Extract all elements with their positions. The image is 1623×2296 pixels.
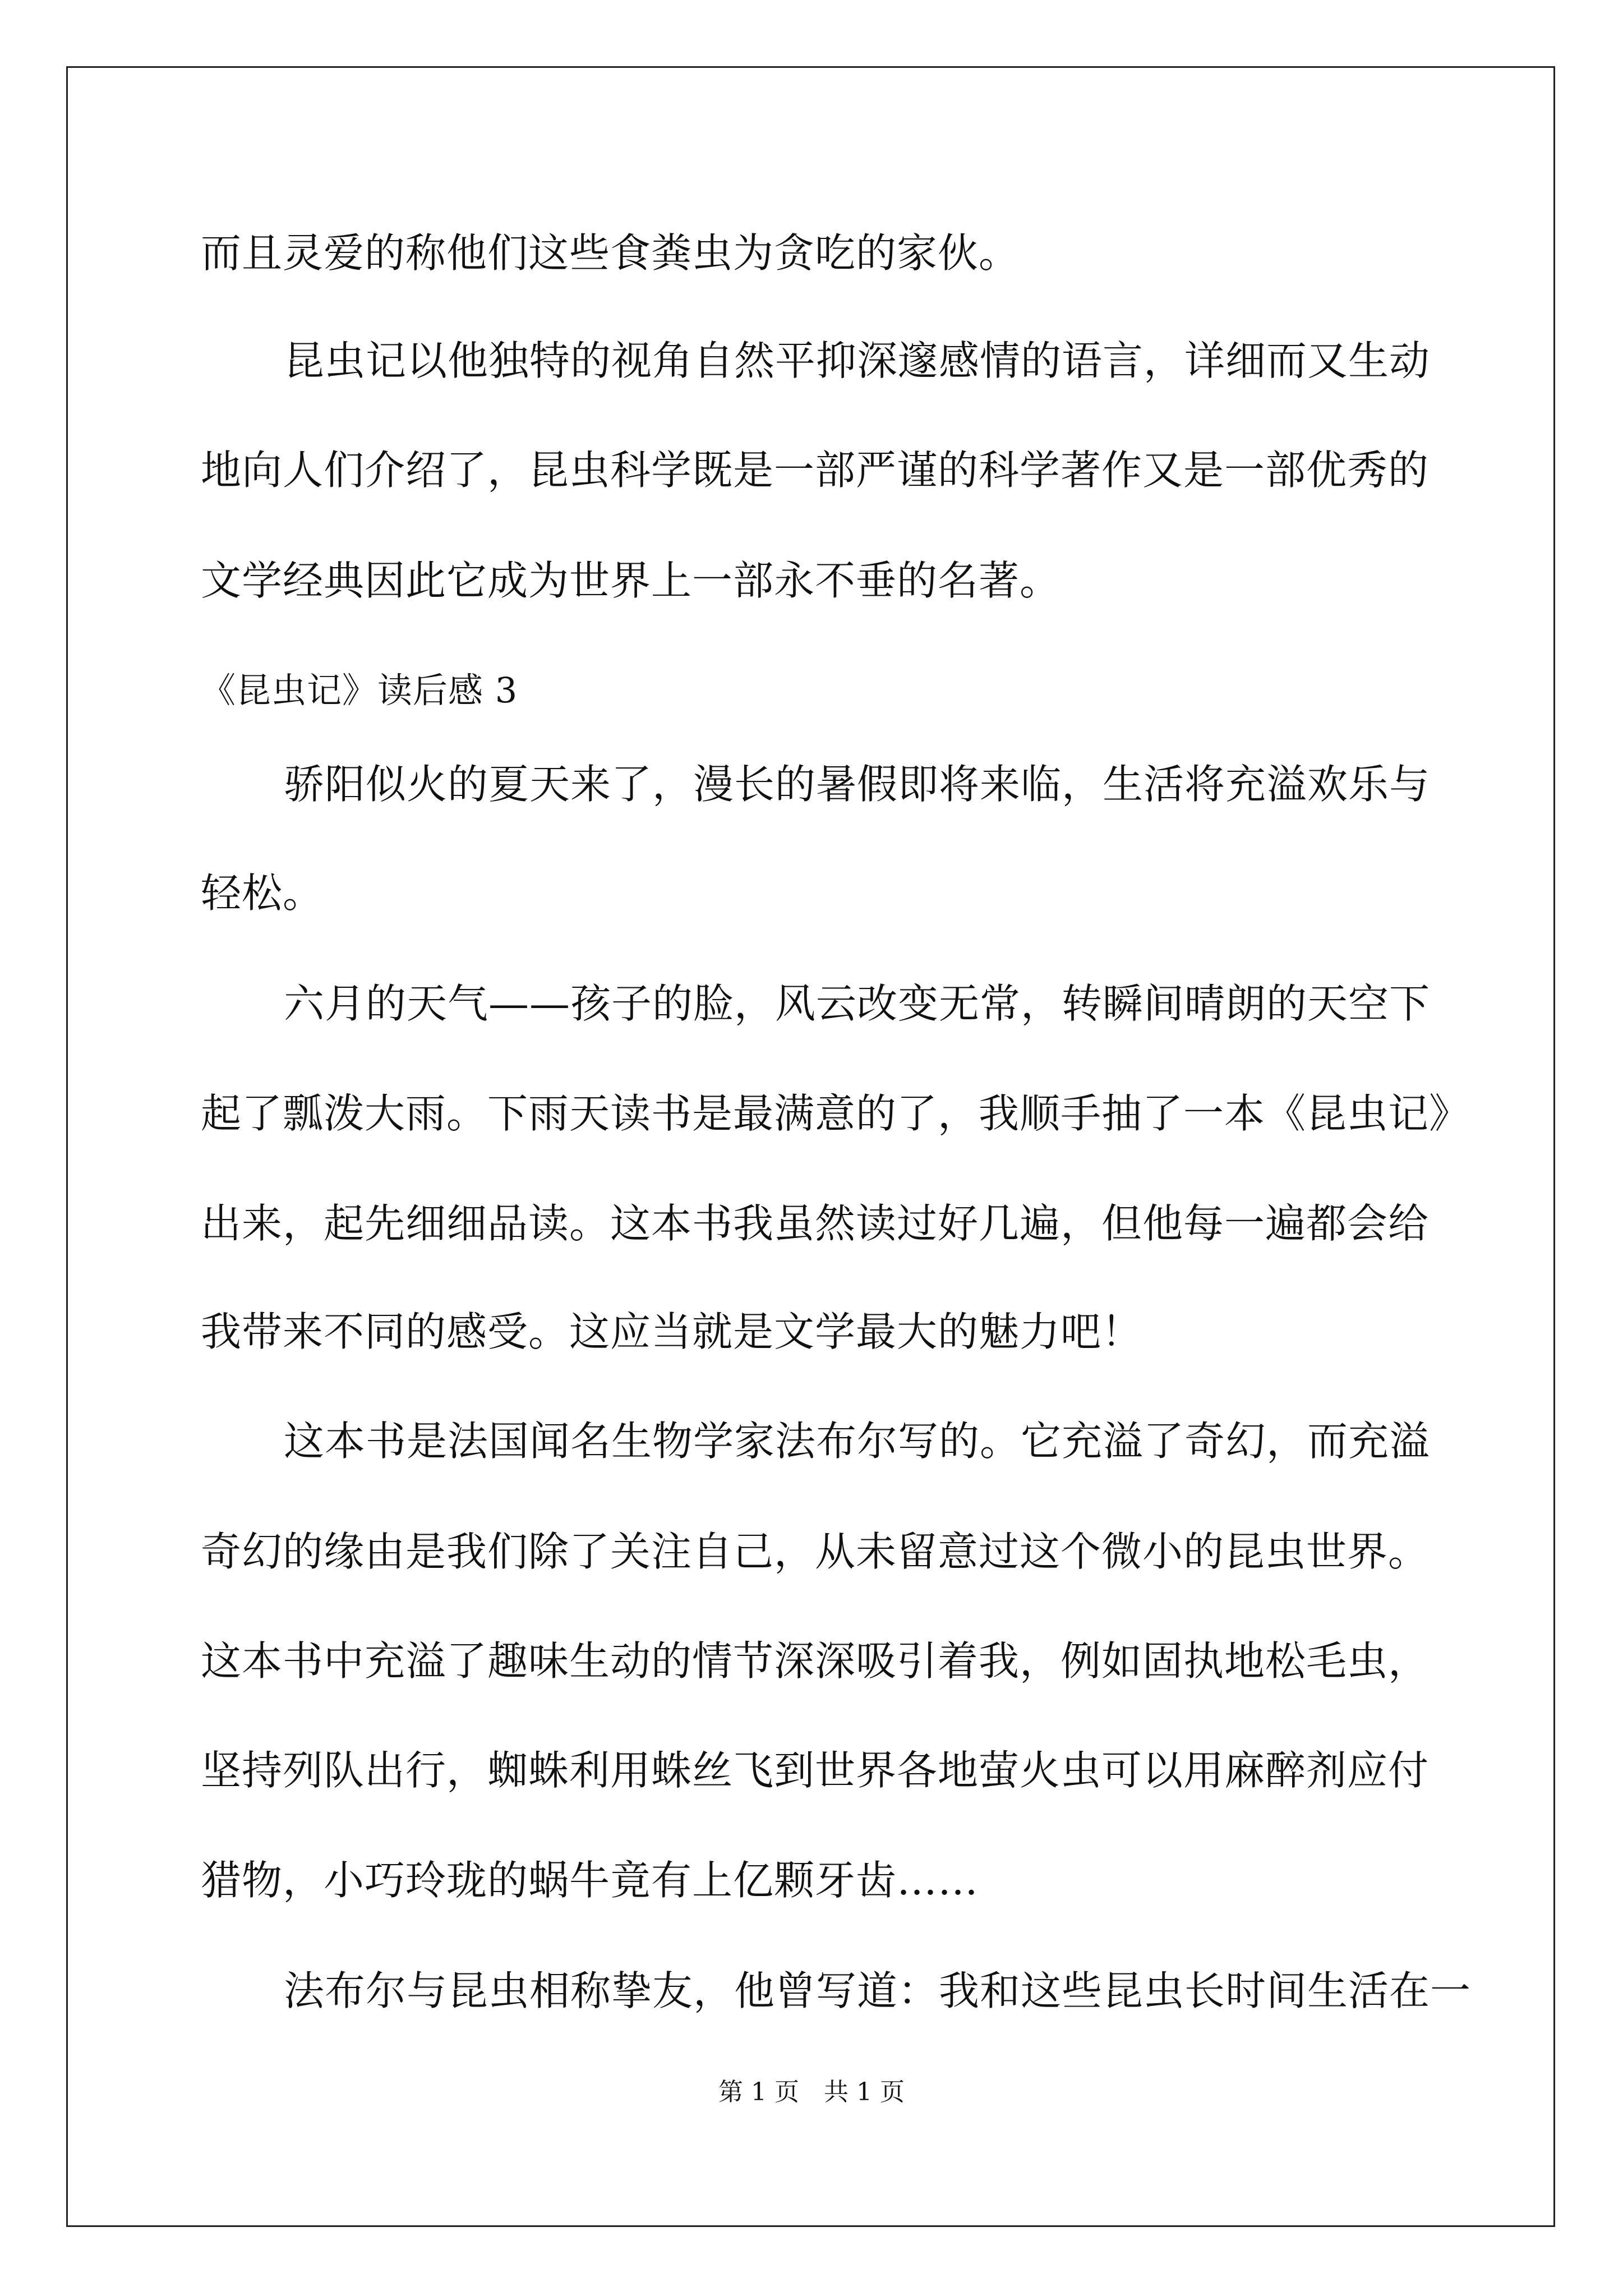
paragraph-line: 文学经典因此它成为世界上一部永不垂的名著。 (201, 557, 1061, 604)
paragraph-line: 昆虫记以他独特的视角自然平抑深邃感情的语言，详细而又生动 (284, 337, 1431, 384)
section-heading: 《昆虫记》读后感 3 (201, 670, 518, 711)
paragraph-line: 这本书中充溢了趣味生动的情节深深吸引着我，例如固执地松毛虫， (201, 1637, 1430, 1685)
paragraph-line: 轻松。 (201, 869, 324, 917)
paragraph-line: 猎物，小巧玲珑的蜗牛竟有上亿颗牙齿…… (201, 1857, 979, 1904)
paragraph-line: 地向人们介绍了，昆虫科学既是一部严谨的科学著作又是一部优秀的 (201, 447, 1430, 494)
paragraph-line: 坚持列队出行，蜘蛛利用蛛丝飞到世界各地萤火虫可以用麻醉剂应付 (201, 1747, 1430, 1794)
paragraph-line: 而且灵爱的称他们这些食粪虫为贪吃的家伙。 (201, 229, 1020, 277)
paragraph-line: 骄阳似火的夏天来了，漫长的暑假即将来临，生活将充溢欢乐与 (284, 761, 1431, 808)
paragraph-line: 起了瓢泼大雨。下雨天读书是最满意的了，我顺手抽了一本《昆虫记》 (201, 1090, 1470, 1137)
paragraph-line: 出来，起先细细品读。这本书我虽然读过好几遍，但他每一遍都会给 (201, 1200, 1430, 1247)
paragraph-line: 奇幻的缘由是我们除了关注自己，从未留意过这个微小的昆虫世界。 (201, 1528, 1430, 1575)
paragraph-line: 我带来不同的感受。这应当就是文学最大的魅力吧！ (201, 1308, 1143, 1355)
paragraph-line: 这本书是法国闻名生物学家法布尔写的。它充溢了奇幻，而充溢 (284, 1418, 1431, 1465)
page-number-footer: 第 1 页 共 1 页 (718, 2078, 905, 2106)
paragraph-line: 法布尔与昆虫相称挚友，他曾写道：我和这些昆虫长时间生活在一 (284, 1967, 1472, 2014)
paragraph-line: 六月的天气——孩子的脸，风云改变无常，转瞬间晴朗的天空下 (284, 980, 1431, 1027)
